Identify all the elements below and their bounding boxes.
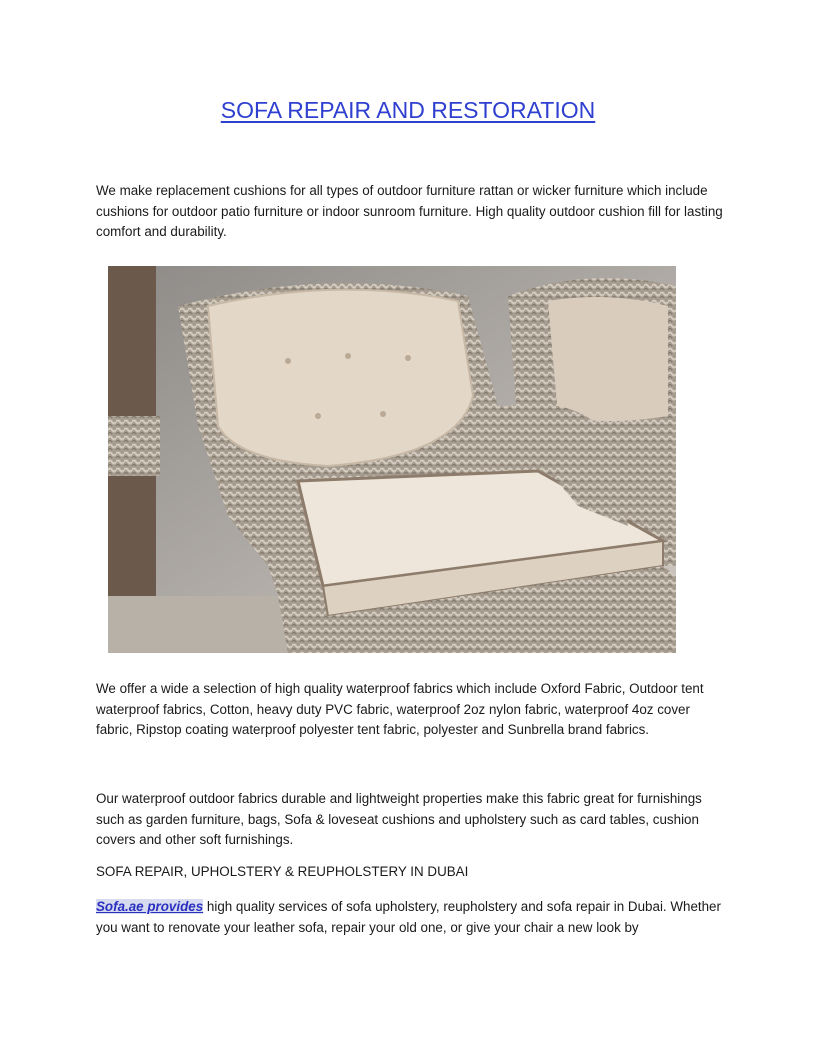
services-text: high quality services of sofa upholstery, reupholstery and sofa repair in Dubai. Whether you want to renovate your leather sofa, repair your old one, or give your chair a new look by — [96, 899, 721, 935]
sofa-ae-link[interactable]: Sofa.ae provides — [96, 899, 204, 914]
section-subheading: SOFA REPAIR, UPHOLSTERY & REUPHOLSTERY IN DUBAI — [96, 864, 469, 879]
page-title[interactable]: SOFA REPAIR AND RESTORATION — [220, 97, 596, 123]
fabrics-paragraph: We offer a wide a selection of high quality waterproof fabrics which include Oxford Fabric, Outdoor tent waterproof fabrics, Cotton, heavy duty PVC fabric, waterproof 2oz nylon fabric, waterproof 4oz cover fabric, Ripstop coating waterproof polyester tent fabric, polyester and Sunbrella brand fabrics. — [96, 681, 704, 737]
properties-paragraph: Our waterproof outdoor fabrics durable and lightweight properties make this fabric great for furnishings such as garden furniture, bags, Sofa & loveseat cushions and upholstery such as card tables, cushion covers and other soft furnishings. — [96, 791, 702, 847]
wicker-armchair-photo — [108, 266, 676, 653]
services-paragraph — [96, 897, 726, 938]
intro-paragraph: We make replacement cushions for all types of outdoor furniture rattan or wicker furniture which include cushions for outdoor patio furniture or indoor sunroom furniture. High quality outdoor cushion fill for lasting comfort and durability. — [96, 183, 723, 239]
